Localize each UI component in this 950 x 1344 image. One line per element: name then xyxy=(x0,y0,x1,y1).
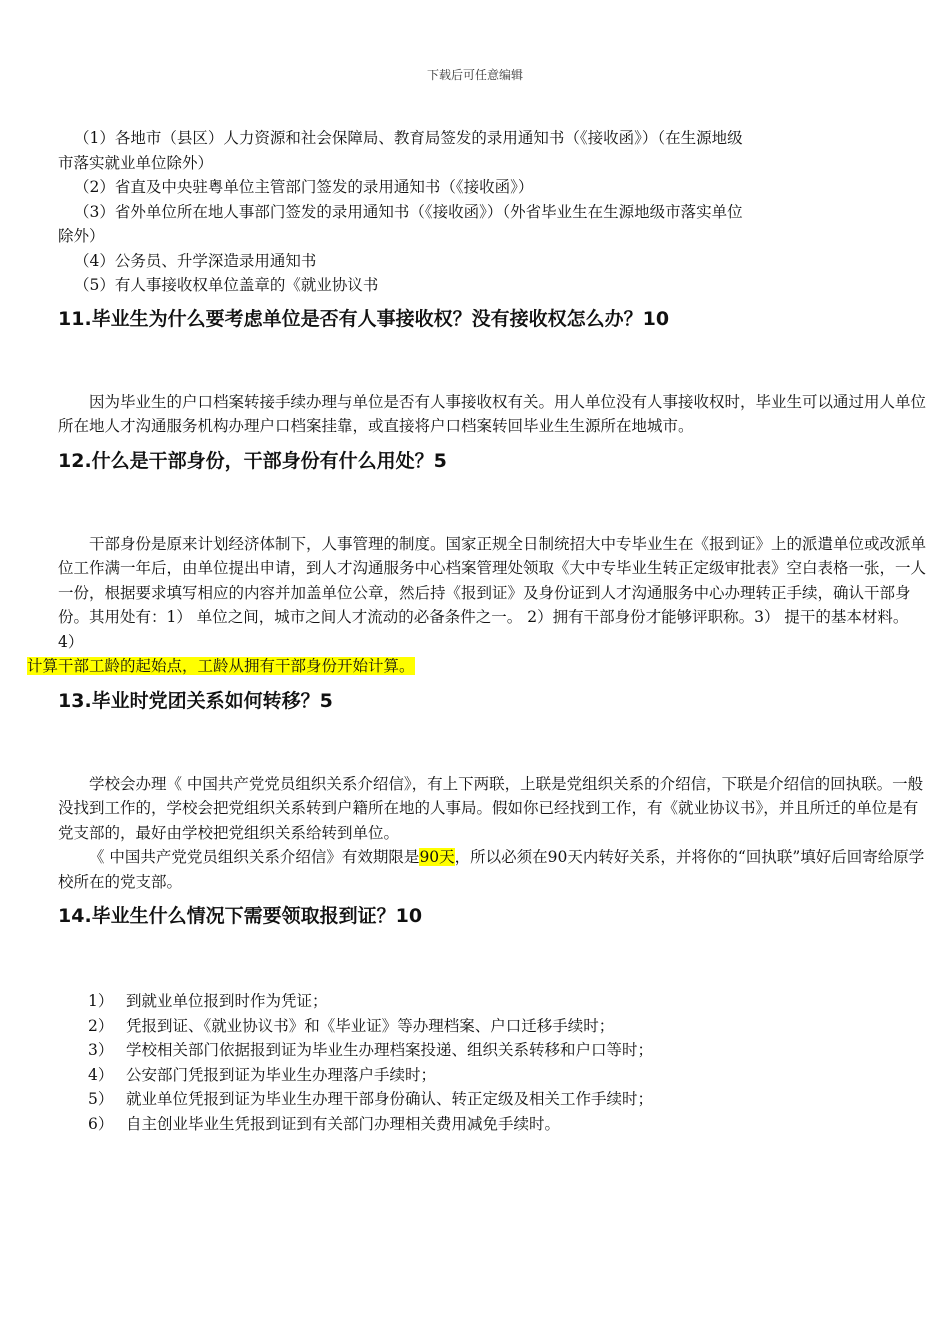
highlighted-text: 90天 xyxy=(419,848,455,866)
list-text: 自主创业毕业生凭报到证到有关部门办理相关费用减免手续时。 xyxy=(126,1114,561,1133)
list-item xyxy=(88,1038,930,1063)
list-item: （5）有人事接收权单位盖章的《就业协议书 xyxy=(74,276,379,294)
list-text: 学校相关部门依据报到证为毕业生办理档案投递、组织关系转移和户口等时； xyxy=(126,1041,654,1059)
question-14-heading: 14.毕业生什么情况下需要领取报到证？10 xyxy=(58,905,423,927)
list-number: 3） xyxy=(88,1041,114,1059)
question-13-heading: 13.毕业时党团关系如何转移？5 xyxy=(58,689,333,712)
answer-text: 《 中国共产党党员组织关系介绍信》有效期限是 xyxy=(89,848,420,866)
list-text: 凭报到证、《就业协议书》和《毕业证》等办理档案、户口迁移手续时； xyxy=(126,1016,615,1035)
list-item: （2）省直及中央驻粤单位主管部门签发的录用通知书（《接收函》） xyxy=(74,178,534,196)
list-item xyxy=(88,1087,930,1112)
list-item-continued: 市落实就业单位除外） xyxy=(58,153,214,172)
question-13-answer-2 xyxy=(58,845,930,894)
question-11-heading: 11.毕业生为什么要考虑单位是否有人事接收权？没有接收权怎么办？10 xyxy=(58,307,670,330)
question-13-answer: 学校会办理《 中国共产党党员组织关系介绍信》，有上下两联，上联是党组织关系的介绍信，下联是介绍信的回执联。一般没找到工作的，学校会把党组织关系转到户籍所在地的人事局。假如你已经找到工作，有《就业协议书》，并且所迁的单位是有党支部的，最好由学校把党组织关系给转到单位。 xyxy=(58,774,924,842)
highlighted-text: 计算干部工龄的起始点，工龄从拥有干部身份开始计算。 xyxy=(27,657,415,675)
list-item xyxy=(88,1112,930,1137)
question-14-list xyxy=(58,989,930,1136)
question-12-answer-text: 干部身份是原来计划经济体制下，人事管理的制度。国家正规全日制统招大中专毕业生在《报到证》上的派遣单位或改派单位工作满一年后，由单位提出申请，到人才沟通服务中心档案管理处领取《大中专毕业生转正定级审批表》空白表格一张，一人一份，根据要求填写相应的内容并加盖单位公章，然后持《报到证》及身份证到人才沟通服务中心办理转正手续，确认干部身份。其用处有：1） 单位之间，城市之间人才流动的必备条件之一。 2）拥有干部身份才能够评职称。3） 提干的基本材料。4） xyxy=(58,534,927,651)
list-text: 就业单位凭报到证为毕业生办理干部身份确认、转正定级及相关工作手续时； xyxy=(126,1090,654,1108)
question-12-answer xyxy=(27,532,930,679)
list-number: 5） xyxy=(88,1090,114,1108)
list-number: 2） xyxy=(88,1016,114,1035)
list-item: （1）各地市（县区）人力资源和社会保障局、教育局签发的录用通知书（《接收函》）（在生源地级 xyxy=(74,129,743,147)
question-11-answer: 因为毕业生的户口档案转接手续办理与单位是否有人事接收权有关。用人单位没有人事接收权时，毕业生可以通过用人单位所在地人才沟通服务机构办理户口档案挂靠，或直接将户口档案转回毕业生生源所在地城市。 xyxy=(58,392,927,435)
list-number: 4） xyxy=(88,1065,114,1084)
list-item: （4）公务员、升学深造录用通知书 xyxy=(74,251,317,270)
list-item: （3）省外单位所在地人事部门签发的录用通知书（《接收函》）（外省毕业生在生源地级市落实单位 xyxy=(74,202,743,221)
page-header: 下载后可任意编辑 xyxy=(426,68,523,82)
list-item xyxy=(88,989,930,1014)
list-item-continued: 除外） xyxy=(58,227,105,245)
list-item xyxy=(88,1063,930,1088)
list-text: 公安部门凭报到证为毕业生办理落户手续时； xyxy=(126,1065,437,1084)
answer-text: ，所以必须在90天内转好关系，并将你的“回执联”填好后回寄给原学校所在的党支部。 xyxy=(58,848,925,891)
list-item xyxy=(88,1014,930,1039)
list-number: 1） xyxy=(88,992,114,1010)
list-text: 到就业单位报到时作为凭证； xyxy=(126,992,328,1010)
list-number: 6） xyxy=(88,1114,114,1133)
question-12-heading: 12.什么是干部身份，干部身份有什么用处？5 xyxy=(58,449,447,472)
document-body xyxy=(27,126,930,1136)
